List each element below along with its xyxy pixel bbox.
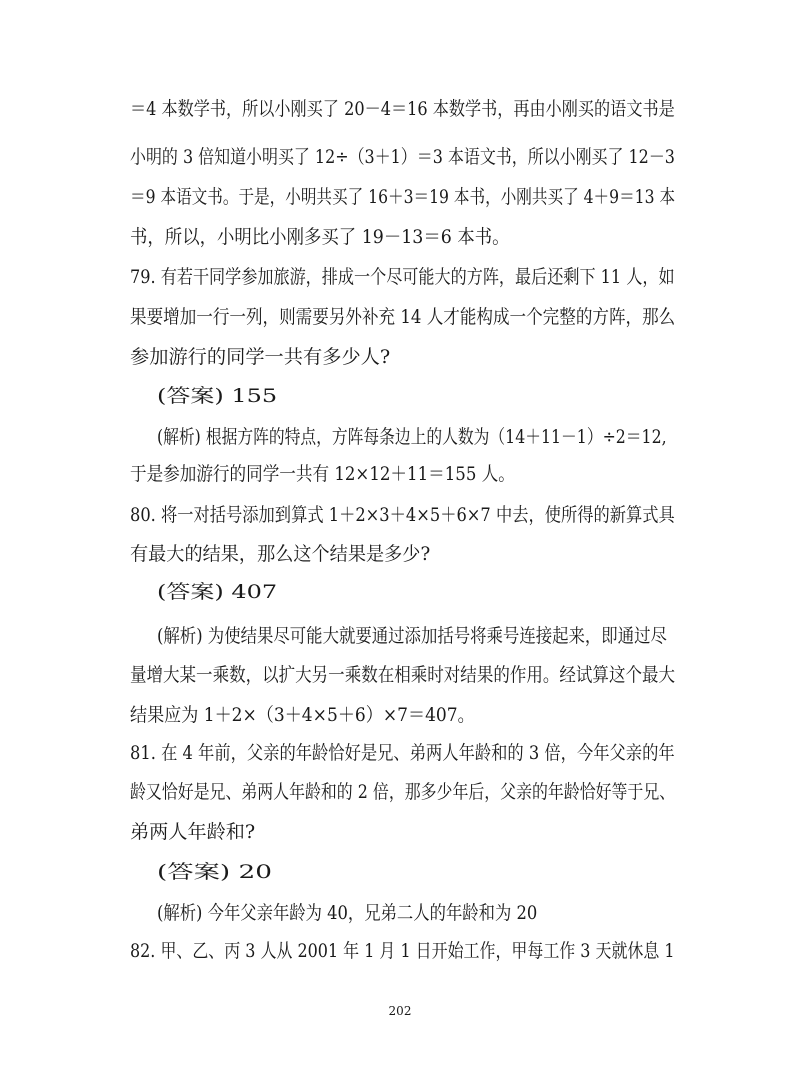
problem-81-line: 弟两人年龄和? [130, 821, 256, 843]
analysis-79: (解析) 根据方阵的特点，方阵每条边上的人数为（14＋11－1）÷2＝12, [157, 426, 667, 448]
problem-82-line: 82. 甲、乙、丙 3 人从 2001 年 1 月 1 日开始工作，甲每工作 3 天就休息 1 [130, 940, 675, 962]
problem-79-line: 果要增加一行一列，则需要另外补充 14 人才能构成一个完整的方阵，那么 [130, 306, 676, 328]
analysis-81: (解析) 今年父亲年龄为 40，兄弟二人的年龄和为 20 [157, 902, 538, 924]
answer-81: (答案) 20 [157, 861, 273, 883]
analysis-80: 结果应为 1＋2×（3＋4×5＋6）×7＝407。 [130, 704, 475, 726]
text-line: ＝9 本语文书。于是，小明共买了 16＋3＝19 本书，小刚共买了 4＋9＝13 本 [130, 186, 676, 208]
analysis-79: 于是参加游行的同学一共有 12×12＋11＝155 人。 [130, 463, 515, 485]
problem-80-line: 80. 将一对括号添加到算式 1＋2×3＋4×5＋6×7 中去，使所得的新算式具 [130, 504, 675, 526]
text-line: 书，所以，小明比小刚多买了 19－13＝6 本书。 [130, 226, 510, 248]
problem-79-line: 参加游行的同学一共有多少人? [130, 346, 391, 368]
problem-81-line: 龄又恰好是兄、弟两人年龄和的 2 倍，那多少年后，父亲的年龄恰好等于兄、 [130, 781, 676, 803]
problem-81-line: 81. 在 4 年前，父亲的年龄恰好是兄、弟两人年龄和的 3 倍，今年父亲的年 [130, 742, 675, 764]
problem-79-line: 79. 有若干同学参加旅游，排成一个尽可能大的方阵，最后还剩下 11 人，如 [130, 266, 675, 288]
analysis-80: 量增大某一乘数，以扩大另一乘数在相乘时对结果的作用。经试算这个最大 [130, 664, 676, 686]
page-number: 202 [388, 1004, 412, 1018]
answer-80: (答案) 407 [157, 581, 278, 603]
problem-80-line: 有最大的结果，那么这个结果是多少? [130, 543, 431, 565]
analysis-80: (解析) 为使结果尽可能大就要通过添加括号将乘号连接起来，即通过尽 [157, 625, 667, 647]
answer-79: (答案) 155 [157, 385, 278, 407]
text-line: ＝4 本数学书，所以小刚买了 20－4＝16 本数学书，再由小刚买的语文书是 [130, 98, 675, 120]
text-line: 小明的 3 倍知道小明买了 12÷（3＋1）＝3 本语文书，所以小刚买了 12－3 [130, 146, 675, 168]
